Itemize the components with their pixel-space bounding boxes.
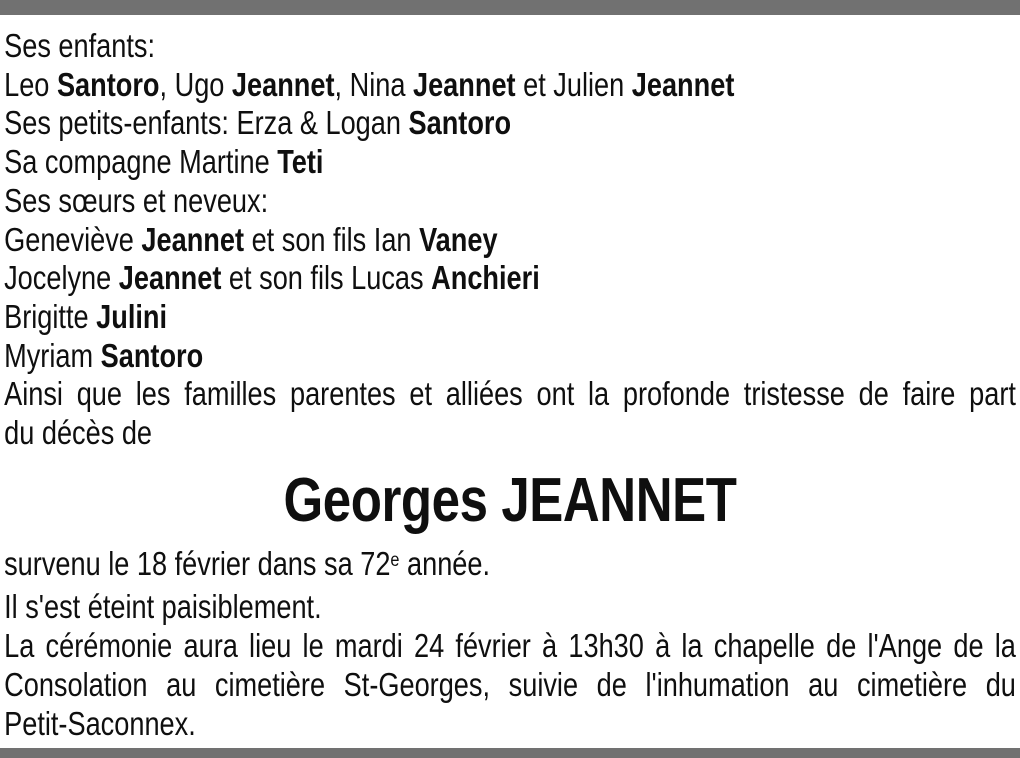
- notice-text: Leo: [4, 65, 57, 103]
- notice-text: Ses sœurs et neveux:: [4, 181, 269, 219]
- notice-line: [4, 104, 1016, 143]
- surname-bold: Jeannet: [231, 65, 335, 103]
- notice-text: , Ugo: [159, 65, 232, 103]
- notice-line: [4, 545, 1016, 589]
- notice-line: [4, 666, 1016, 705]
- notice-line: [4, 627, 1016, 666]
- notice-text: et Julien: [515, 65, 632, 103]
- surname-bold: Jeannet: [141, 220, 245, 258]
- notice-line: [4, 705, 1016, 744]
- notice-line: [4, 375, 1016, 414]
- notice-line: [4, 414, 1016, 453]
- notice-text: , Nina: [334, 65, 413, 103]
- surname-bold: Jeannet: [412, 65, 516, 103]
- notice-line: [4, 259, 1016, 298]
- notice-line: [4, 337, 1016, 376]
- notice-text: La cérémonie aura lieu le mardi 24 février à 13h30 à la chapelle de l'Ange de la: [4, 627, 1016, 665]
- deceased-name: Georges JEANNET: [283, 465, 737, 535]
- notice-text: Ses petits-enfants: Erza & Logan: [4, 104, 409, 142]
- notice-text-block: [0, 27, 1020, 743]
- notice-content: [0, 15, 1020, 743]
- notice-text: du décès de: [4, 414, 153, 452]
- notice-text: survenu le 18 février dans sa 72: [4, 544, 391, 582]
- notice-text: Il s'est éteint paisiblement.: [4, 588, 322, 626]
- notice-text: Ses enfants:: [4, 27, 156, 64]
- surname-bold: Vaney: [419, 220, 498, 258]
- surname-bold: Julini: [96, 297, 168, 335]
- notice-line: [4, 27, 1016, 66]
- notice-text: Geneviève: [4, 220, 142, 258]
- notice-text: Brigitte: [4, 297, 97, 335]
- top-border: [0, 0, 1020, 15]
- surname-bold: Jeannet: [118, 259, 222, 297]
- notice-text: Ainsi que les familles parentes et alliées ont la profonde tristesse de faire part: [4, 375, 1016, 413]
- surname-bold: Santoro: [56, 65, 160, 103]
- surname-bold: Santoro: [100, 336, 204, 374]
- detail-lines: [4, 545, 1016, 744]
- notice-text: et son fils Lucas: [221, 259, 432, 297]
- notice-line: [4, 143, 1016, 182]
- notice-line: [4, 588, 1016, 627]
- notice-line: [4, 66, 1016, 105]
- notice-text: Jocelyne: [4, 259, 119, 297]
- notice-line: [4, 182, 1016, 221]
- surname-bold: Anchieri: [431, 259, 540, 297]
- bottom-border: [0, 748, 1020, 758]
- notice-text: et son fils Ian: [244, 220, 420, 258]
- notice-line: [4, 298, 1016, 337]
- surname-bold: Jeannet: [631, 65, 735, 103]
- notice-text: Myriam: [4, 336, 101, 374]
- notice-text: Petit-Saconnex.: [4, 704, 196, 742]
- notice-text: année.: [399, 544, 491, 582]
- notice-text: Sa compagne Martine: [4, 143, 278, 181]
- notice-text: Consolation au cimetière St-Georges, suivie de l'inhumation au cimetière du: [4, 665, 1016, 703]
- family-lines: [4, 27, 1016, 453]
- ordinal-superscript: e: [390, 549, 400, 572]
- notice-line: [4, 221, 1016, 260]
- surname-bold: Teti: [277, 143, 324, 181]
- surname-bold: Santoro: [408, 104, 512, 142]
